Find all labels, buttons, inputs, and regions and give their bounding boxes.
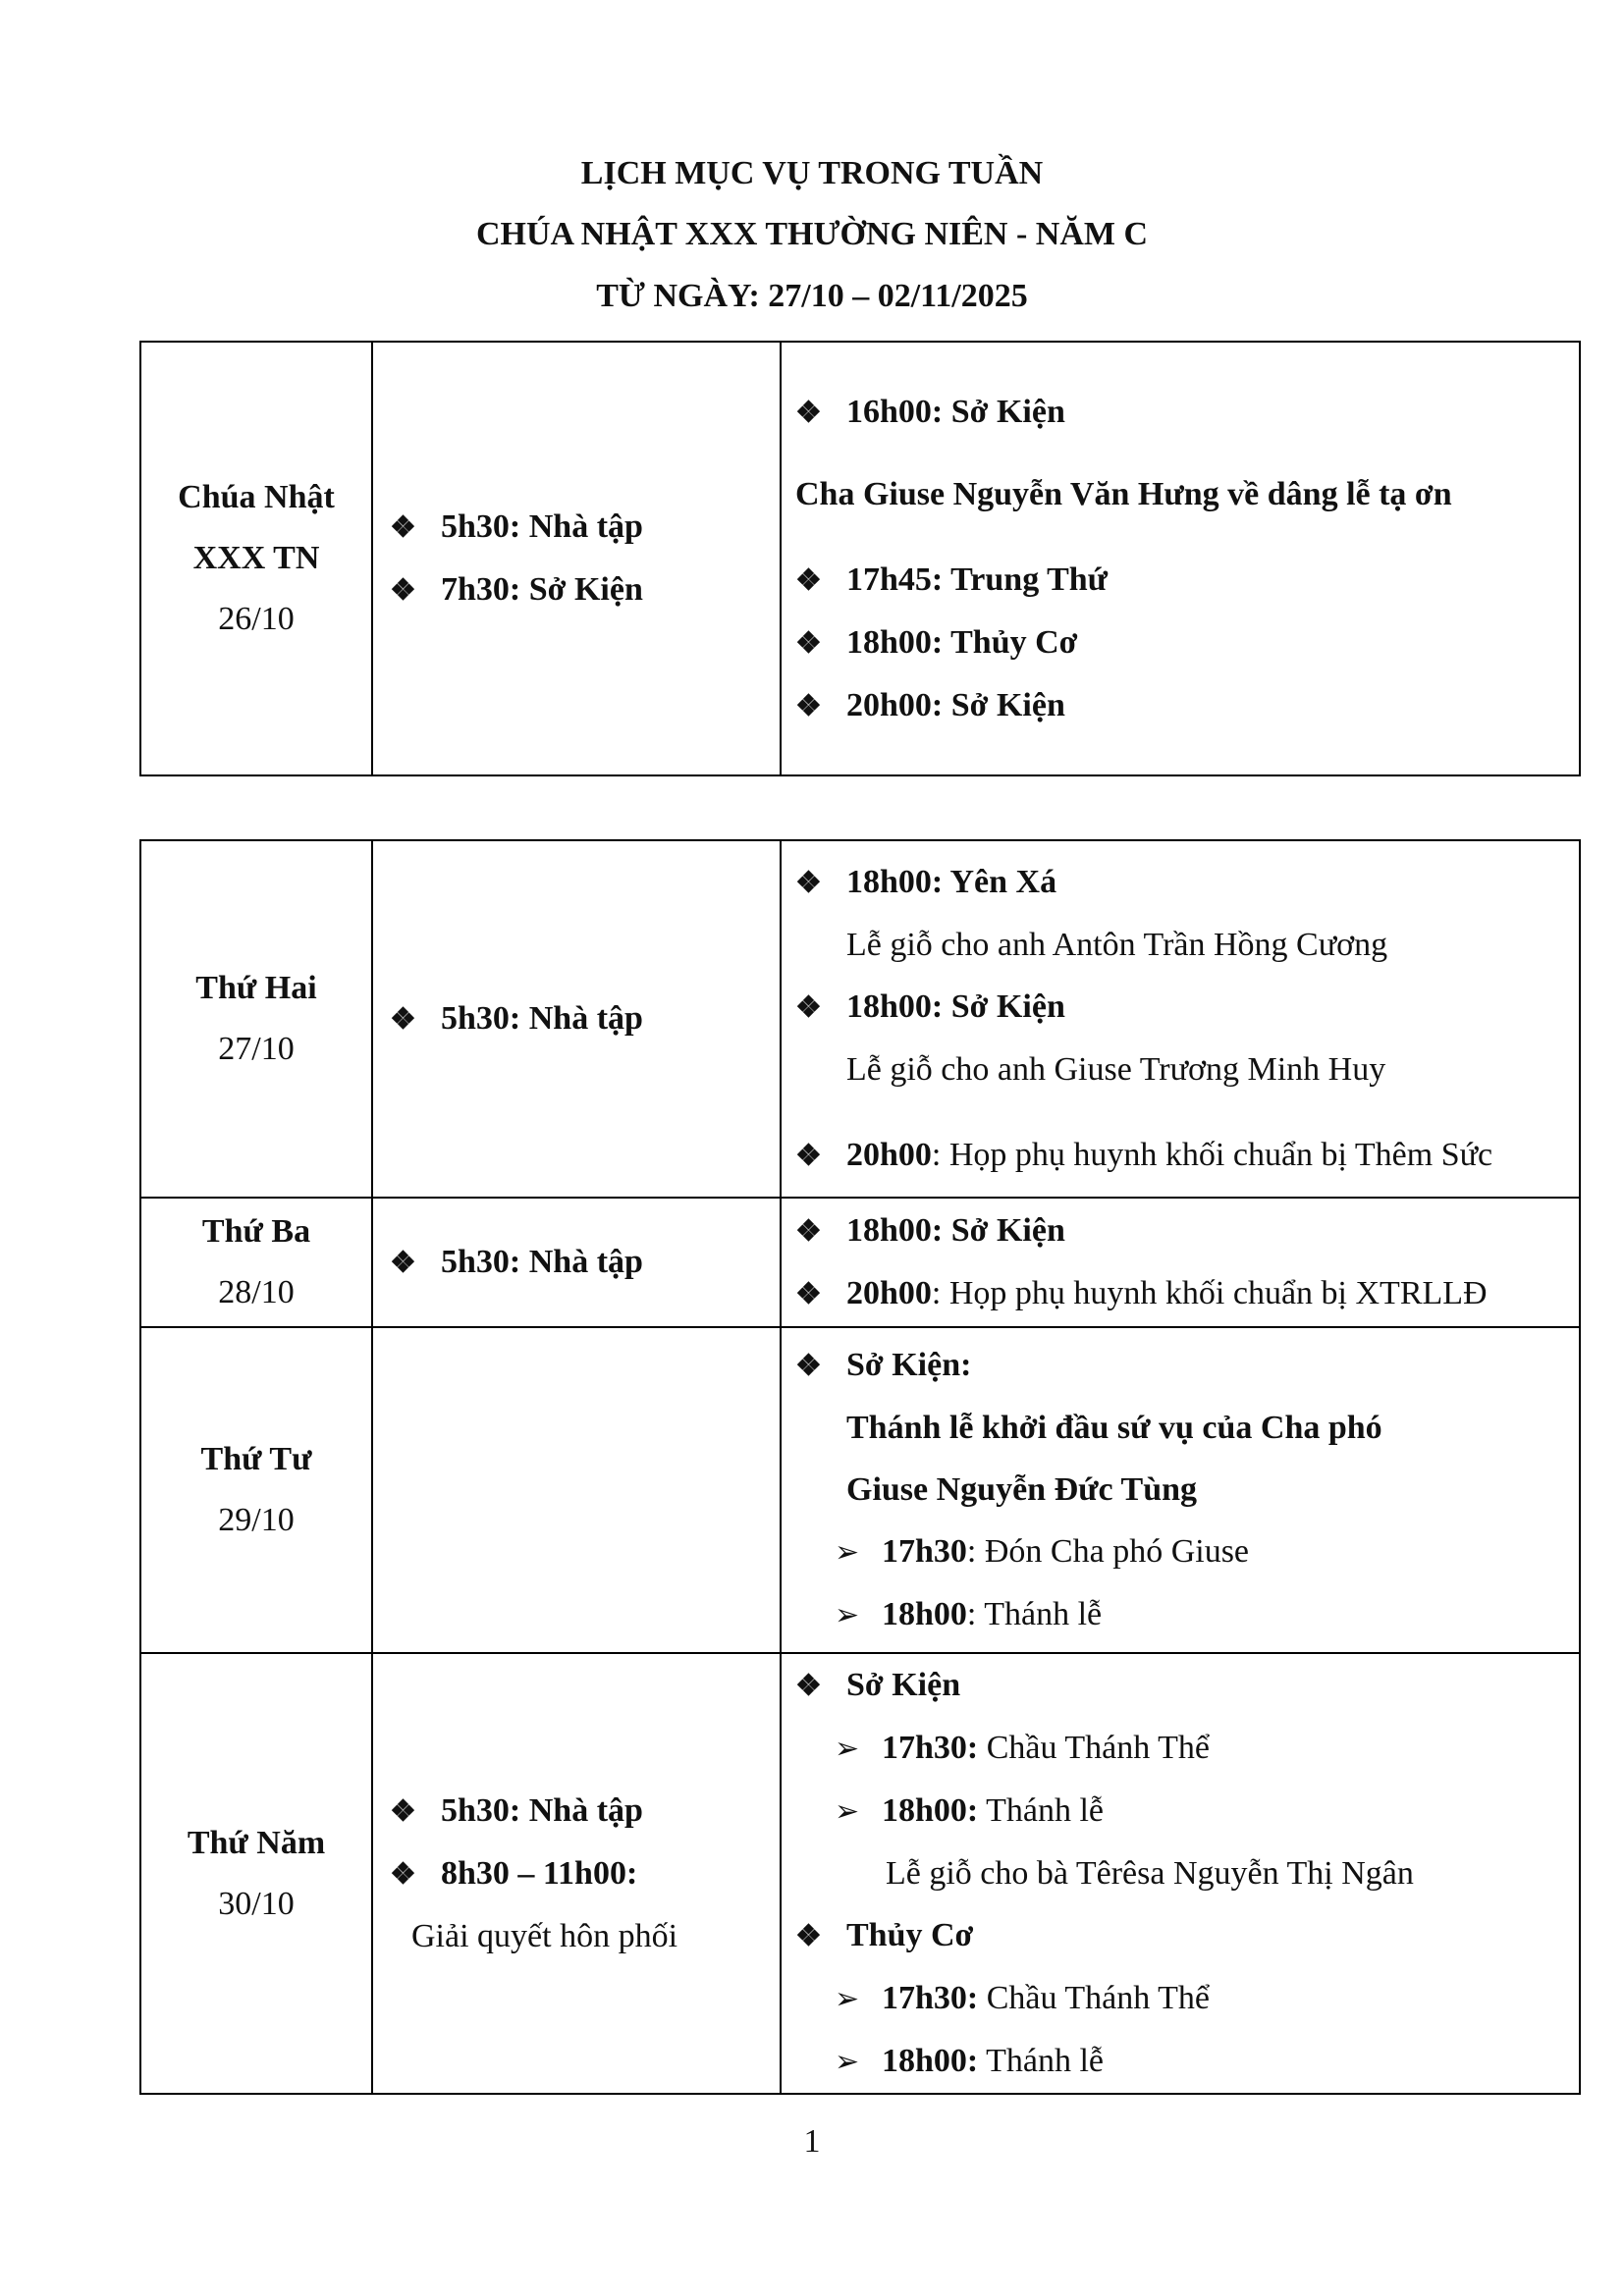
event-time: 17h30: xyxy=(882,1980,979,2016)
morning-cell xyxy=(372,840,781,1198)
day-cell xyxy=(140,342,372,775)
arrowhead-icon: ➢ xyxy=(835,1536,860,1569)
event-time: 5h30 xyxy=(441,1000,510,1037)
event-time: 20h00 xyxy=(846,1275,932,1311)
event-text: Thánh lễ xyxy=(978,1792,1105,1829)
weekday-table xyxy=(139,839,1581,2095)
diamond-quad-icon: ❖ xyxy=(390,511,416,544)
morning-cell xyxy=(372,1198,781,1327)
table-row xyxy=(140,342,1580,775)
day-date: 27/10 xyxy=(218,1031,295,1067)
event-time: 16h00 xyxy=(846,393,932,430)
evening-cell xyxy=(781,840,1580,1198)
event-place: : Trung Thứ xyxy=(931,561,1109,598)
table-row xyxy=(140,1327,1580,1653)
event-text: : Đón Cha phó Giuse xyxy=(966,1533,1250,1570)
event-time: 7h30: Sở Kiện xyxy=(441,571,643,608)
event-time: 18h00: Sở Kiện xyxy=(846,988,1065,1025)
diamond-quad-icon: ❖ xyxy=(795,1215,822,1248)
day-date: 30/10 xyxy=(218,1885,295,1922)
event-text: : Thánh lễ xyxy=(966,1596,1103,1632)
morning-cell xyxy=(372,1327,781,1653)
diamond-quad-icon: ❖ xyxy=(390,1795,416,1828)
evening-cell xyxy=(781,1653,1580,2094)
event-title: Thánh lễ khởi đầu sứ vụ của Cha phó xyxy=(846,1410,1382,1446)
event-text: Thánh lễ xyxy=(978,2043,1105,2079)
diamond-quad-icon: ❖ xyxy=(795,991,822,1024)
evening-cell xyxy=(781,342,1580,775)
diamond-quad-icon: ❖ xyxy=(795,396,822,429)
arrowhead-icon: ➢ xyxy=(835,1599,860,1631)
day-date: 29/10 xyxy=(218,1502,295,1538)
event-place: Sở Kiện xyxy=(846,1667,961,1703)
diamond-quad-icon: ❖ xyxy=(795,1278,822,1310)
day-name: Thứ Hai xyxy=(195,970,317,1006)
event-time: 5h30 xyxy=(441,1792,510,1829)
event-text: : Họp phụ huynh khối chuẩn bị XTRLLĐ xyxy=(931,1275,1488,1311)
arrowhead-icon: ➢ xyxy=(835,2046,860,2078)
page-subtitle: CHÚA NHẬT XXX THƯỜNG NIÊN - NĂM C xyxy=(475,216,1149,252)
event-time: 8h30 – 11h00: xyxy=(441,1855,638,1892)
morning-cell xyxy=(372,1653,781,2094)
event-note: Lễ giỗ cho anh Giuse Trương Minh Huy xyxy=(846,1051,1386,1088)
event-note: Lễ giỗ cho anh Antôn Trần Hồng Cương xyxy=(846,927,1388,963)
event-place: : Sở Kiện xyxy=(931,1212,1065,1249)
day-name: Thứ Tư xyxy=(200,1441,312,1477)
event-time: 18h00: xyxy=(882,2043,979,2079)
diamond-quad-icon: ❖ xyxy=(795,563,822,597)
event-time: 18h00: xyxy=(882,1792,979,1829)
diamond-quad-icon: ❖ xyxy=(390,574,416,607)
diamond-quad-icon: ❖ xyxy=(795,1350,822,1382)
diamond-quad-icon: ❖ xyxy=(390,1247,416,1279)
event-text: Chầu Thánh Thể xyxy=(978,1980,1210,2016)
diamond-quad-icon: ❖ xyxy=(390,1003,416,1036)
diamond-quad-icon: ❖ xyxy=(795,1140,822,1172)
table-row xyxy=(140,1653,1580,2094)
diamond-quad-icon: ❖ xyxy=(795,626,822,660)
event-note: Giải quyết hôn phối xyxy=(411,1918,678,1954)
event-place: Thủy Cơ xyxy=(846,1917,974,1953)
event-time: 18h00: Thủy Cơ xyxy=(846,623,1078,661)
event-time: 5h30: Nhà tập xyxy=(441,1244,643,1280)
event-title: Giuse Nguyễn Đức Tùng xyxy=(846,1471,1198,1508)
morning-cell xyxy=(372,342,781,775)
diamond-quad-icon: ❖ xyxy=(795,689,822,722)
date-range: TỪ NGÀY: 27/10 – 02/11/2025 xyxy=(596,278,1028,314)
day-sub: XXX TN xyxy=(192,540,320,576)
event-time: 20h00 xyxy=(846,686,932,723)
sunday-table xyxy=(139,341,1581,776)
diamond-quad-icon: ❖ xyxy=(795,1920,822,1952)
event-text: : Họp phụ huynh khối chuẩn bị Thêm Sức xyxy=(931,1137,1493,1173)
evening-cell xyxy=(781,1327,1580,1653)
event-place: : Sở Kiện xyxy=(931,393,1065,430)
arrowhead-icon: ➢ xyxy=(835,1733,860,1765)
event-time: 18h00 xyxy=(882,1596,967,1632)
event-time: 20h00 xyxy=(846,1137,932,1173)
event-time: 17h30 xyxy=(882,1533,967,1570)
day-date: 26/10 xyxy=(218,601,295,637)
event-place: : Nhà tập xyxy=(509,1000,643,1037)
day-cell xyxy=(140,1653,372,2094)
diamond-quad-icon: ❖ xyxy=(795,1670,822,1702)
diamond-quad-icon: ❖ xyxy=(795,867,822,899)
day-date: 28/10 xyxy=(218,1274,295,1310)
event-time: 18h00 xyxy=(846,1212,932,1249)
event-time: 18h00: Yên Xá xyxy=(846,864,1057,900)
table-row xyxy=(140,840,1580,1198)
day-cell xyxy=(140,1198,372,1327)
page-number: 1 xyxy=(803,2123,821,2160)
day-name: Thứ Ba xyxy=(201,1213,311,1250)
day-name: Thứ Năm xyxy=(187,1824,326,1861)
arrowhead-icon: ➢ xyxy=(835,1795,860,1828)
event-text: Chầu Thánh Thể xyxy=(978,1730,1210,1766)
event-place: Sở Kiện: xyxy=(846,1347,972,1383)
table-row xyxy=(140,1198,1580,1327)
day-cell xyxy=(140,1327,372,1653)
event-time: 17h45 xyxy=(846,561,932,598)
day-cell xyxy=(140,840,372,1198)
event-time: 5h30: Nhà tập xyxy=(441,508,643,545)
day-name: Chúa Nhật xyxy=(178,479,335,515)
event-time: 17h30: xyxy=(882,1730,979,1766)
arrowhead-icon: ➢ xyxy=(835,1983,860,2015)
evening-cell xyxy=(781,1198,1580,1327)
event-place: : Nhà tập xyxy=(509,1792,643,1829)
event-place: : Sở Kiện xyxy=(931,686,1065,723)
event-note: Lễ giỗ cho bà Têrêsa Nguyễn Thị Ngân xyxy=(886,1855,1414,1892)
diamond-quad-icon: ❖ xyxy=(390,1858,416,1891)
event-note: Cha Giuse Nguyễn Văn Hưng về dâng lễ tạ ơn xyxy=(795,475,1452,512)
page-title: LỊCH MỤC VỤ TRONG TUẦN xyxy=(580,155,1044,191)
